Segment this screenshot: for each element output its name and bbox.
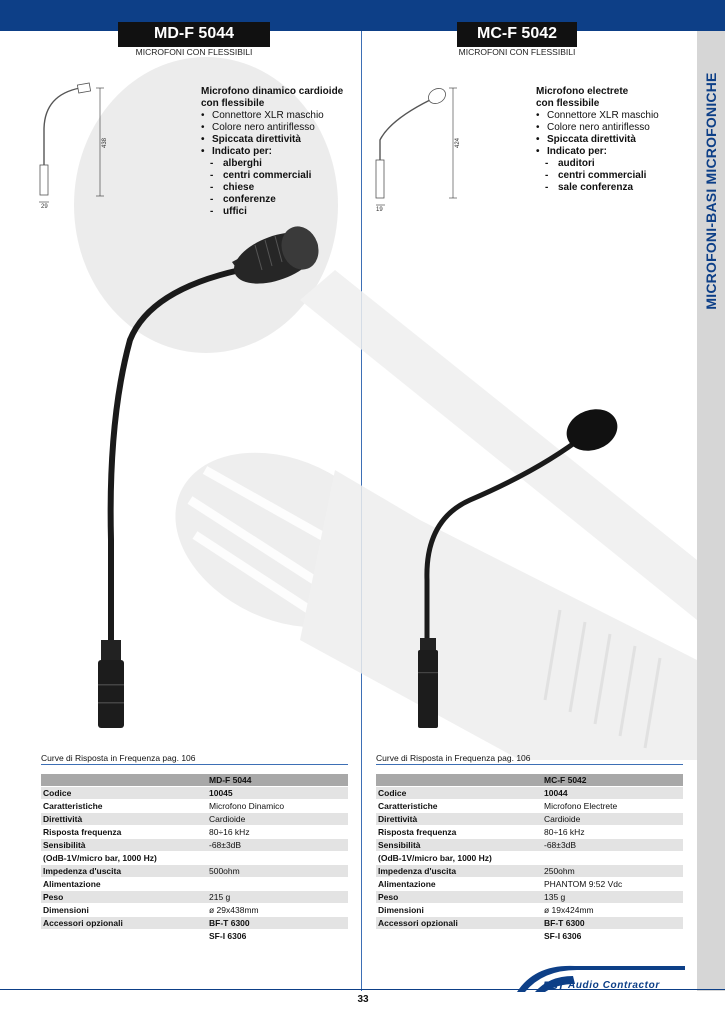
spec-key: Dimensioni bbox=[376, 904, 542, 917]
spec-key: (OdB-1V/micro bar, 1000 Hz) bbox=[376, 852, 542, 865]
spec-row bbox=[376, 904, 683, 917]
md-f-5044-height-label: 438 bbox=[102, 137, 108, 148]
spec-row bbox=[41, 787, 348, 800]
spec-value bbox=[207, 878, 348, 891]
spec-row bbox=[376, 787, 683, 800]
spec-key: Sensibilità bbox=[41, 839, 207, 852]
spec-row bbox=[41, 891, 348, 904]
spec-row bbox=[41, 826, 348, 839]
mc-f-5042-description bbox=[536, 86, 686, 194]
spec-row bbox=[41, 930, 348, 943]
spec-header-model: MC-F 5042 bbox=[542, 774, 683, 787]
spec-key: Alimentazione bbox=[376, 878, 542, 891]
use-item: - conferenze bbox=[201, 194, 351, 206]
spec-row bbox=[41, 904, 348, 917]
spec-value: Microfono Electrete bbox=[542, 800, 683, 813]
use-item: - centri commerciali bbox=[201, 170, 351, 182]
mc-f-5042-width-label: 19 bbox=[376, 207, 383, 213]
spec-key: Impedenza d'uscita bbox=[376, 865, 542, 878]
spec-table-header bbox=[41, 774, 348, 787]
spec-key: Caratteristiche bbox=[41, 800, 207, 813]
spec-row bbox=[376, 917, 683, 930]
use-item: - alberghi bbox=[201, 158, 351, 170]
feature-item: • Indicato per: bbox=[536, 146, 686, 158]
spec-row bbox=[376, 839, 683, 852]
md-f-5044-curve-note: Curve di Risposta in Frequenza pag. 106 bbox=[41, 753, 348, 765]
mc-f-5042-dimension-drawing bbox=[376, 85, 457, 205]
md-f-5044-subtitle: MICROFONI CON FLESSIBILI bbox=[118, 46, 270, 58]
feature-item: • Connettore XLR maschio bbox=[201, 110, 351, 122]
spec-key: Peso bbox=[376, 891, 542, 904]
spec-key: Risposta frequenza bbox=[376, 826, 542, 839]
feature-item: • Colore nero antiriflesso bbox=[201, 122, 351, 134]
spec-header-model: MD-F 5044 bbox=[207, 774, 348, 787]
spec-value bbox=[542, 852, 683, 865]
spec-value: 135 g bbox=[542, 891, 683, 904]
spec-key: Peso bbox=[41, 891, 207, 904]
mc-f-5042-model-title: MC-F 5042 bbox=[457, 22, 577, 46]
spec-value: BF-T 6300 bbox=[542, 917, 683, 930]
use-item: - uffici bbox=[201, 206, 351, 218]
spec-key: Direttività bbox=[376, 813, 542, 826]
spec-key: Risposta frequenza bbox=[41, 826, 207, 839]
spec-key: Direttività bbox=[41, 813, 207, 826]
spec-key: (OdB-1V/micro bar, 1000 Hz) bbox=[41, 852, 207, 865]
spec-value: Cardioide bbox=[207, 813, 348, 826]
feature-item: • Indicato per: bbox=[201, 146, 351, 158]
spec-value: ø 29x438mm bbox=[207, 904, 348, 917]
md-f-5044-width-label: 29 bbox=[41, 204, 48, 210]
spec-key: Alimentazione bbox=[41, 878, 207, 891]
spec-row bbox=[376, 800, 683, 813]
use-item: - auditori bbox=[536, 158, 686, 170]
spec-row bbox=[41, 878, 348, 891]
spec-value: Cardioide bbox=[542, 813, 683, 826]
description-heading: Microfono electrete bbox=[536, 86, 629, 97]
use-item: - centri commerciali bbox=[536, 170, 686, 182]
spec-table-header bbox=[376, 774, 683, 787]
spec-value: ø 19x424mm bbox=[542, 904, 683, 917]
spec-row bbox=[376, 865, 683, 878]
spec-key: Caratteristiche bbox=[376, 800, 542, 813]
spec-value: PHANTOM 9:52 Vdc bbox=[542, 878, 683, 891]
mc-f-5042-spec-table bbox=[376, 774, 683, 943]
spec-row bbox=[41, 852, 348, 865]
spec-row bbox=[41, 865, 348, 878]
page-number: 33 bbox=[357, 994, 369, 1005]
feature-item: • Colore nero antiriflesso bbox=[536, 122, 686, 134]
spec-value: -68±3dB bbox=[542, 839, 683, 852]
mc-f-5042-curve-note: Curve di Risposta in Frequenza pag. 106 bbox=[376, 753, 683, 765]
spec-key: Accessori opzionali bbox=[41, 917, 207, 930]
svg-text:FBT: FBT bbox=[543, 980, 565, 992]
feature-item: • Spiccata direttività bbox=[536, 134, 686, 146]
spec-key bbox=[376, 930, 542, 943]
spec-row bbox=[376, 852, 683, 865]
spec-value: 10044 bbox=[542, 787, 683, 800]
spec-value: BF-T 6300 bbox=[207, 917, 348, 930]
spec-key: Impedenza d'uscita bbox=[41, 865, 207, 878]
spec-row bbox=[41, 813, 348, 826]
spec-row bbox=[41, 839, 348, 852]
spec-row bbox=[376, 813, 683, 826]
spec-value bbox=[207, 852, 348, 865]
spec-key: Dimensioni bbox=[41, 904, 207, 917]
description-heading: con flessibile bbox=[536, 98, 600, 109]
spec-value: 80÷16 kHz bbox=[207, 826, 348, 839]
feature-item: • Connettore XLR maschio bbox=[536, 110, 686, 122]
spec-value: 215 g bbox=[207, 891, 348, 904]
sidebar-title: MICROFONI-BASI MICROFONICHE bbox=[703, 72, 719, 310]
spec-row bbox=[41, 800, 348, 813]
description-heading: Microfono dinamico cardioide bbox=[201, 86, 344, 97]
feature-item: • Spiccata direttività bbox=[201, 134, 351, 146]
spec-key: Sensibilità bbox=[376, 839, 542, 852]
mc-f-5042-height-label: 424 bbox=[455, 137, 461, 148]
mc-f-5042-subtitle: MICROFONI CON FLESSIBILI bbox=[458, 47, 576, 57]
description-heading: con flessibile bbox=[201, 98, 265, 109]
spec-value: 10045 bbox=[207, 787, 348, 800]
spec-value: -68±3dB bbox=[207, 839, 348, 852]
spec-key: Codice bbox=[41, 787, 207, 800]
spec-value: SF-I 6306 bbox=[542, 930, 683, 943]
md-f-5044-model-title: MD-F 5044 bbox=[118, 22, 270, 46]
md-f-5044-spec-table bbox=[41, 774, 348, 943]
spec-value: 250ohm bbox=[542, 865, 683, 878]
spec-key: Accessori opzionali bbox=[376, 917, 542, 930]
spec-value: Microfono Dinamico bbox=[207, 800, 348, 813]
use-item: - sale conferenza bbox=[536, 182, 686, 194]
brand-tagline: Audio Contractor bbox=[568, 980, 660, 991]
spec-value: 500ohm bbox=[207, 865, 348, 878]
spec-row bbox=[376, 826, 683, 839]
use-item: - chiese bbox=[201, 182, 351, 194]
spec-row bbox=[376, 891, 683, 904]
md-f-5044-description bbox=[201, 86, 351, 218]
spec-row bbox=[376, 930, 683, 943]
spec-value: SF-I 6306 bbox=[207, 930, 348, 943]
spec-row bbox=[41, 917, 348, 930]
spec-value: 80÷16 kHz bbox=[542, 826, 683, 839]
spec-key: Codice bbox=[376, 787, 542, 800]
spec-row bbox=[376, 878, 683, 891]
spec-key bbox=[41, 930, 207, 943]
